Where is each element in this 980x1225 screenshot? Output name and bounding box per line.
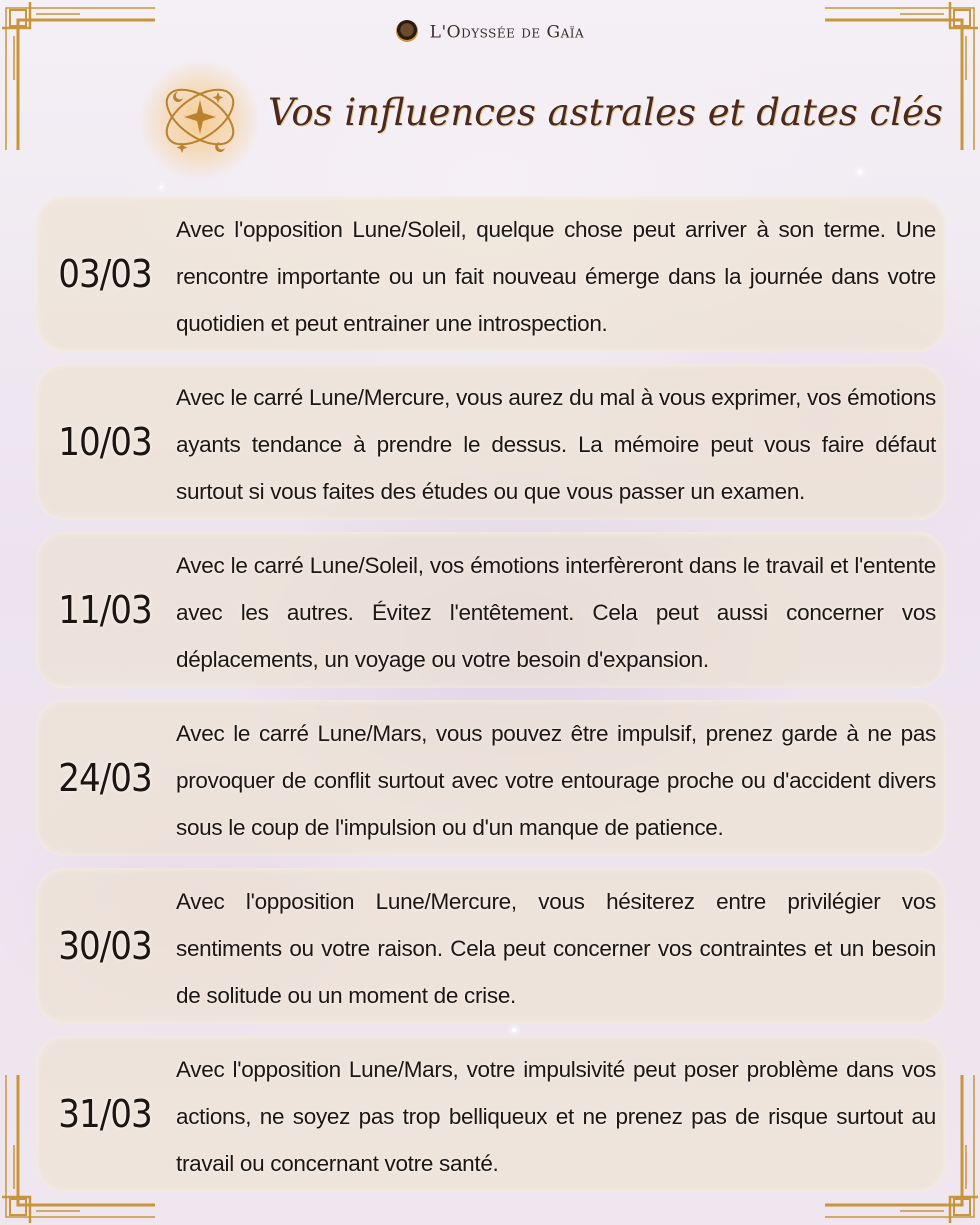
page-title: Vos influences astrales et dates clés xyxy=(268,91,943,134)
entry-date: 10/03 xyxy=(58,420,152,464)
entry-date: 30/03 xyxy=(58,924,152,968)
entry-date: 24/03 xyxy=(58,756,152,800)
brand-name: L'Odyssée de Gaïa xyxy=(429,22,585,43)
entry-text: Avec le carré Lune/Mars, vous pouvez être impulsif, prenez garde à ne pas provoquer de conflit surtout avec votre entourage proche ou d'accident divers sous le coup de l'impulsion ou d'un manque de patience. xyxy=(176,721,936,840)
list-item xyxy=(36,700,946,856)
list-item xyxy=(36,1036,946,1192)
entry-text: Avec le carré Lune/Mercure, vous aurez du mal à vous exprimer, vos émotions ayants tendance à prendre le dessus. La mémoire peut vous faire défaut surtout si vous faites des études ou que vous passer un examen. xyxy=(176,385,936,504)
entry-text: Avec l'opposition Lune/Mercure, vous hésiterez entre privilégier vos sentiments ou votre raison. Cela peut concerner vos contraintes et un besoin de solitude ou un moment de crise. xyxy=(176,889,936,1008)
sparkle-icon xyxy=(858,170,862,174)
sparkle-icon xyxy=(160,186,163,189)
entry-date: 31/03 xyxy=(58,1092,152,1136)
entry-text: Avec le carré Lune/Soleil, vos émotions interfèreront dans le travail et l'entente avec les autres. Évitez l'entêtement. Cela peut aussi concerner vos déplacements, un voyage ou votre besoin d'expansion. xyxy=(176,553,936,672)
brand-logo-icon xyxy=(396,20,418,42)
list-item xyxy=(36,532,946,688)
entry-text: Avec l'opposition Lune/Soleil, quelque chose peut arriver à son terme. Une rencontre importante ou un fait nouveau émerge dans la journée dans votre quotidien et peut entrainer une introspection. xyxy=(176,217,936,336)
list-item xyxy=(36,868,946,1024)
entry-date: 11/03 xyxy=(58,588,152,632)
entry-text: Avec l'opposition Lune/Mars, votre impulsivité peut poser problème dans vos actions, ne soyez pas trop belliqueux et ne prenez pas de risque surtout au travail ou concernant votre santé. xyxy=(176,1057,936,1176)
list-item xyxy=(36,364,946,520)
list-item xyxy=(36,196,946,352)
orbit-star-moon-icon xyxy=(140,60,260,180)
brand-header xyxy=(0,18,980,46)
sparkle-icon xyxy=(512,1028,516,1032)
entry-date: 03/03 xyxy=(58,252,152,296)
